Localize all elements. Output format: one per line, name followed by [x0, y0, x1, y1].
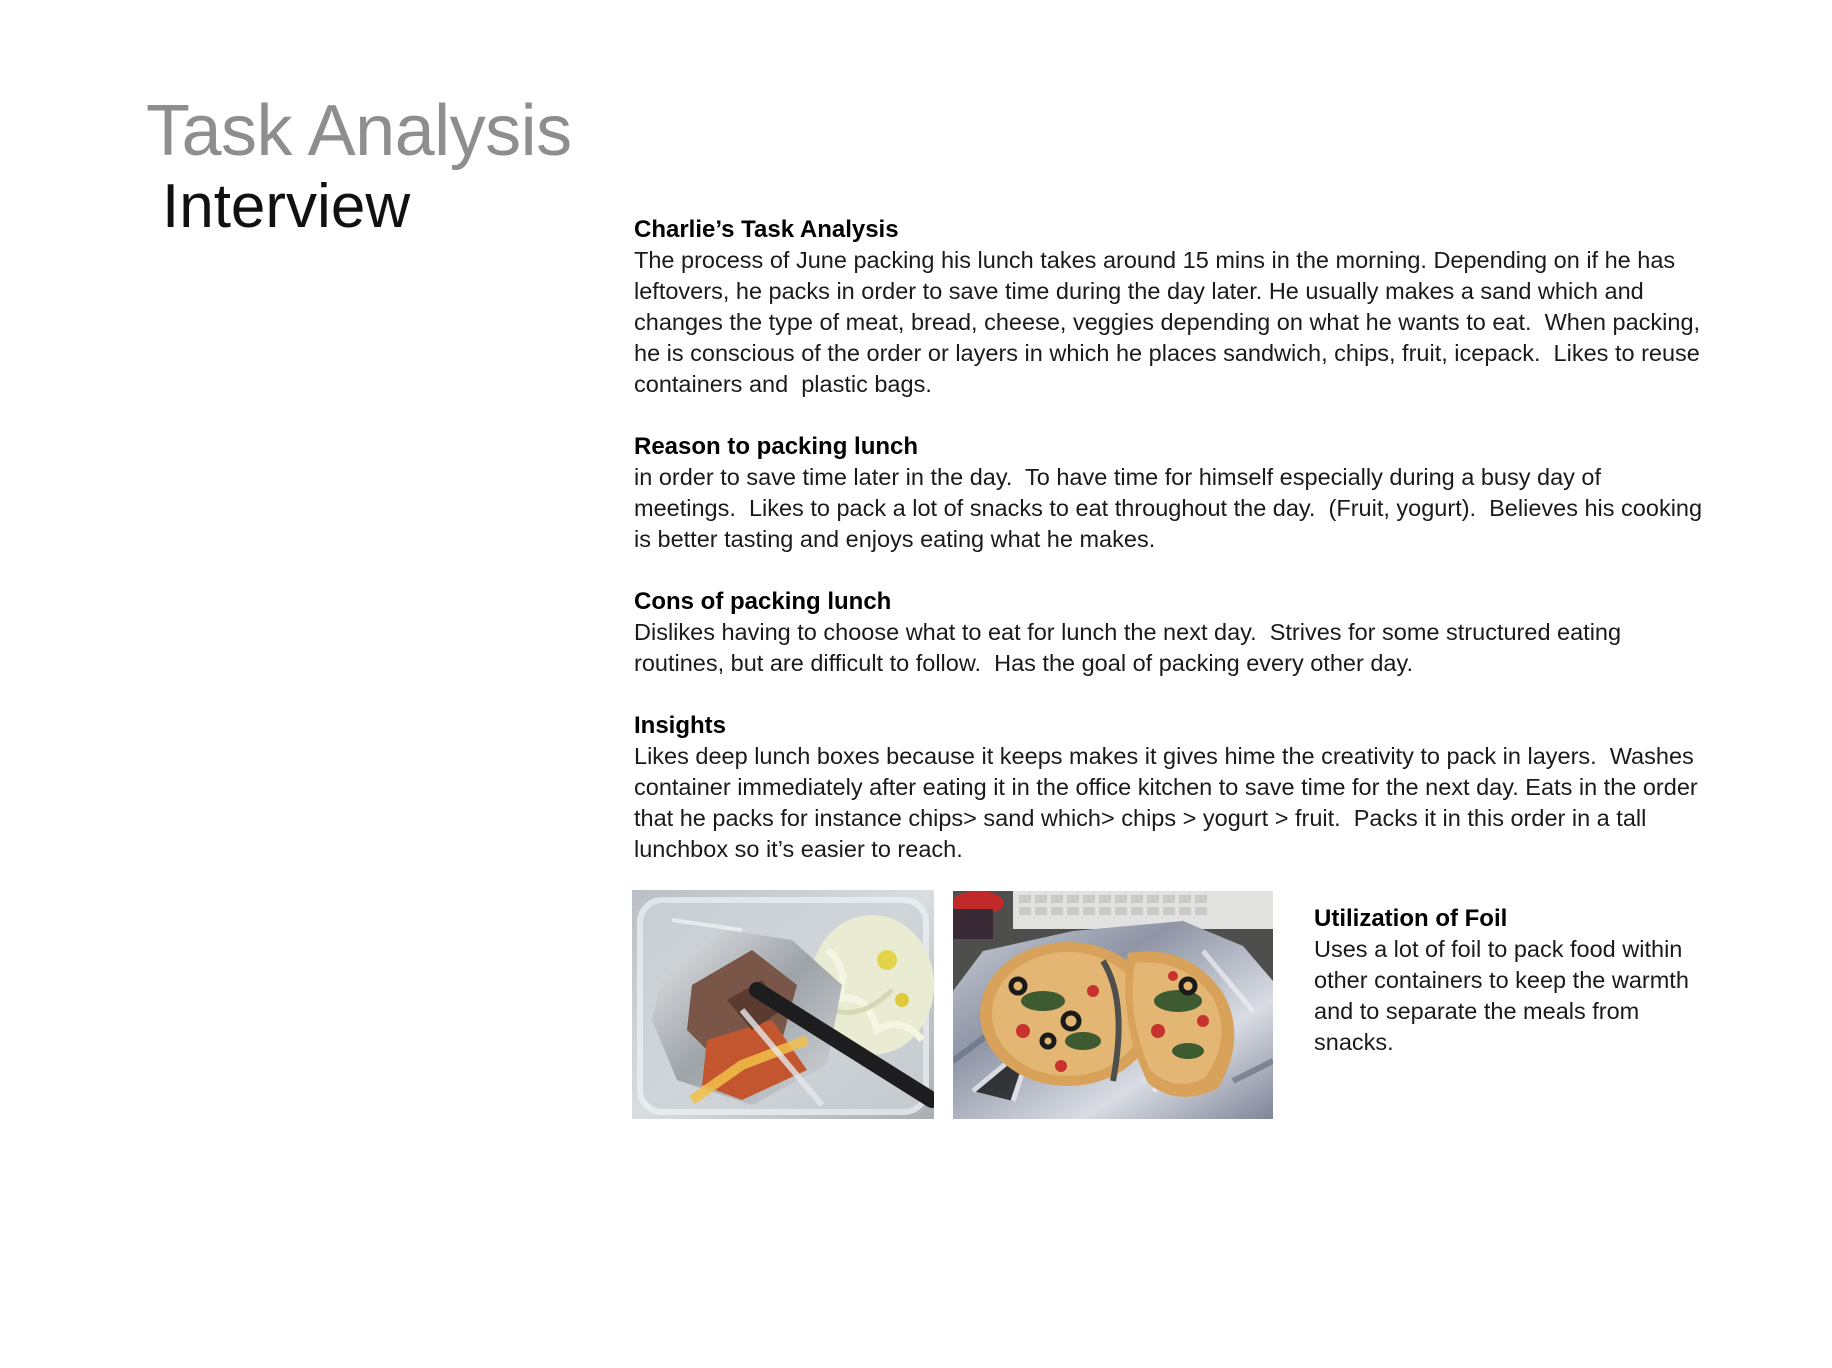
section-task-analysis	[634, 214, 1707, 400]
section-heading: Cons of packing lunch	[634, 588, 892, 615]
section-body: in order to save time later in the day. To have time for himself especially during a busy day of meetings. Likes to pack a lot of snacks to eat throughout the day. (Fruit, yogurt). Believes his cooking is better tasting and enjoys eating what he makes.	[634, 464, 1709, 552]
page-title: Task Analysis	[146, 91, 572, 171]
section-body: Dislikes having to choose what to eat for lunch the next day. Strives for some structured eating routines, but are difficult to follow. Has the goal of packing every other day.	[634, 619, 1628, 676]
section-insights	[634, 710, 1704, 865]
section-foil	[1314, 903, 1704, 1058]
section-heading: Reason to packing lunch	[634, 433, 919, 460]
section-heading: Utilization of Foil	[1314, 905, 1508, 932]
section-heading: Insights	[634, 712, 727, 739]
pizza-on-foil-photo	[953, 891, 1273, 1119]
section-body: The process of June packing his lunch takes around 15 mins in the morning. Depending on if he has leftovers, he packs in order to save time during the day later. He usually makes a sand which and changes the type of meat, bread, cheese, veggies depending on what he wants to eat. When packing, he is conscious of the order or layers in which he places sandwich, chips, fruit, icepack. Likes to reuse containers and plastic bags.	[634, 247, 1707, 397]
interview-notes	[634, 214, 1709, 896]
section-reason	[634, 431, 1709, 555]
section-body: Likes deep lunch boxes because it keeps makes it gives hime the creativity to pack in layers. Washes container immediately after eating it in the office kitchen to save time for the next day. Eats in the order that he packs for instance chips> sand which> chips > yogurt > fruit. Packs it in this order in a tall lunchbox so it’s easier to reach.	[634, 743, 1705, 862]
section-cons	[634, 586, 1704, 679]
foil-leftovers-photo	[632, 890, 934, 1119]
section-body: Uses a lot of foil to pack food within other containers to keep the warmth and to separate the meals from snacks.	[1314, 936, 1696, 1055]
page-subtitle: Interview	[162, 172, 411, 241]
section-heading: Charlie’s Task Analysis	[634, 216, 899, 243]
